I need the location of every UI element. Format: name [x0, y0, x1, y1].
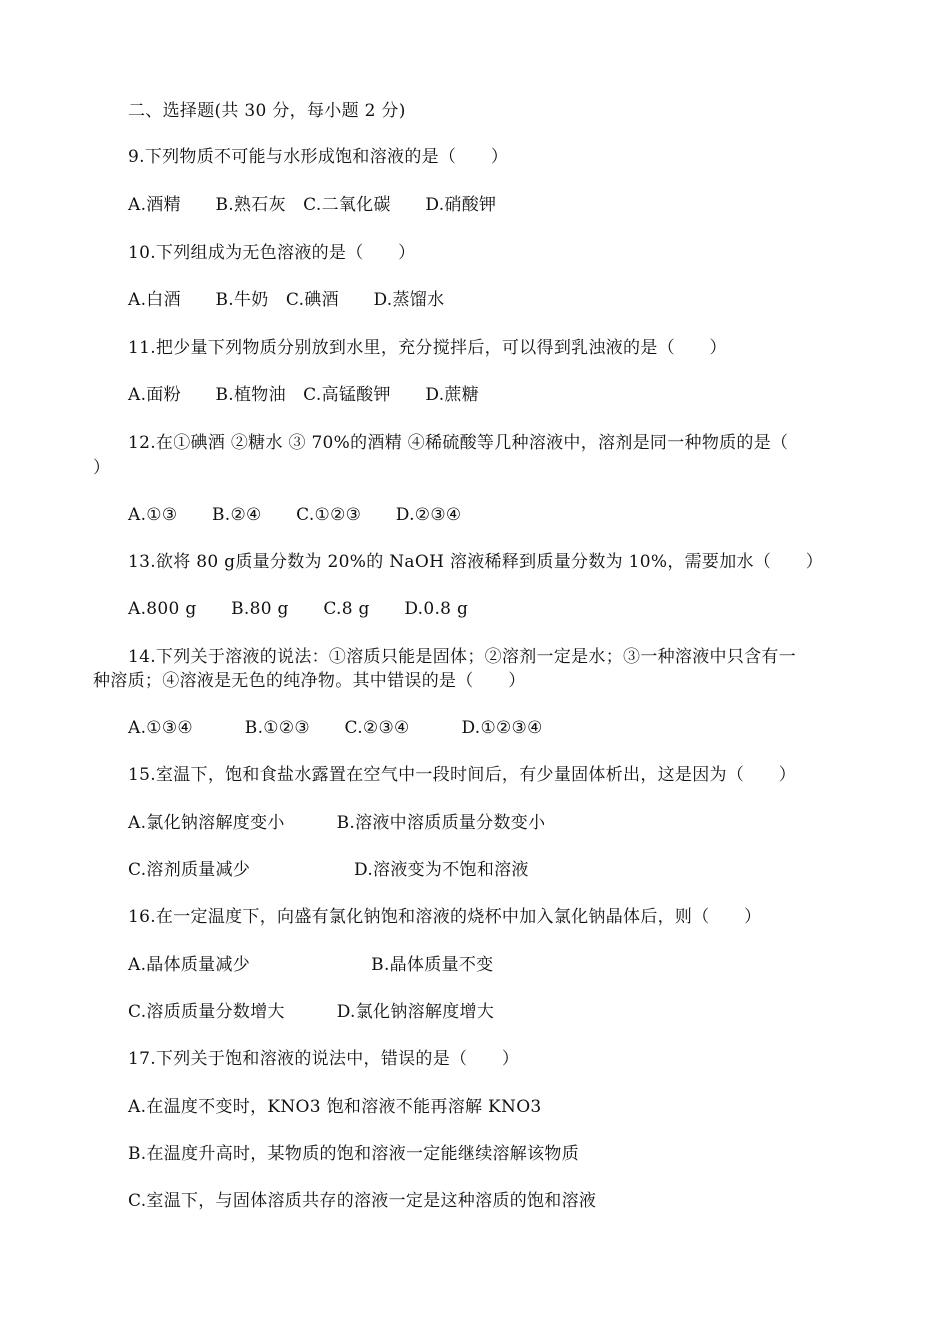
question-10-stem: 10.下列组成为无色溶液的是（ ）: [128, 243, 416, 263]
question-11-stem: 11.把少量下列物质分别放到水里，充分搅拌后，可以得到乳浊液的是（ ）: [128, 338, 727, 358]
question-15-options-row-1: A.氯化钠溶解度变小 B.溶液中溶质质量分数变小: [128, 813, 546, 833]
question-14-options: A.①③④ B.①②③ C.②③④ D.①②③④: [128, 718, 543, 738]
question-13-options: A.800 g B.80 g C.8 g D.0.8 g: [128, 599, 469, 619]
question-9-stem: 9.下列物质不可能与水形成饱和溶液的是（ ）: [128, 147, 509, 167]
question-17-option-b: B.在温度升高时，某物质的饱和溶液一定能继续溶解该物质: [128, 1144, 579, 1164]
question-12-stem: 12.在①碘酒 ②糖水 ③ 70%的酒精 ④稀硫酸等几种溶液中，溶剂是同一种物质的是（: [128, 433, 789, 453]
question-16-options-row-1: A.晶体质量减少 B.晶体质量不变: [128, 955, 494, 975]
question-11-options: A.面粉 B.植物油 C.高锰酸钾 D.蔗糖: [128, 385, 480, 405]
question-12-options: A.①③ B.②④ C.①②③ D.②③④: [128, 505, 462, 525]
question-9-options: A.酒精 B.熟石灰 C.二氧化碳 D.硝酸钾: [128, 195, 497, 215]
question-14-stem: 14.下列关于溶液的说法：①溶质只能是固体；②溶剂一定是水；③一种溶液中只含有一: [128, 647, 797, 667]
question-12-stem-continued: ）: [93, 458, 111, 478]
question-17-option-a: A.在温度不变时，KNO3 饱和溶液不能再溶解 KNO3: [128, 1097, 542, 1117]
question-17-option-c: C.室温下，与固体溶质共存的溶液一定是这种溶质的饱和溶液: [128, 1191, 597, 1211]
question-16-stem: 16.在一定温度下，向盛有氯化钠饱和溶液的烧杯中加入氯化钠晶体后，则（ ）: [128, 907, 762, 927]
question-15-options-row-2: C.溶剂质量减少 D.溶液变为不饱和溶液: [128, 860, 529, 880]
section-title: 二、选择题(共 30 分，每小题 2 分): [128, 101, 406, 121]
question-14-stem-continued: 种溶质；④溶液是无色的纯净物。其中错误的是（ ）: [93, 671, 526, 691]
question-13-stem: 13.欲将 80 g质量分数为 20%的 NaOH 溶液稀释到质量分数为 10%，需要加水（ ）: [128, 552, 824, 572]
question-16-options-row-2: C.溶质质量分数增大 D.氯化钠溶解度增大: [128, 1002, 495, 1022]
question-15-stem: 15.室温下，饱和食盐水露置在空气中一段时间后，有少量固体析出，这是因为（ ）: [128, 765, 797, 785]
question-10-options: A.白酒 B.牛奶 C.碘酒 D.蒸馏水: [128, 290, 445, 310]
question-17-stem: 17.下列关于饱和溶液的说法中，错误的是（ ）: [128, 1049, 520, 1069]
